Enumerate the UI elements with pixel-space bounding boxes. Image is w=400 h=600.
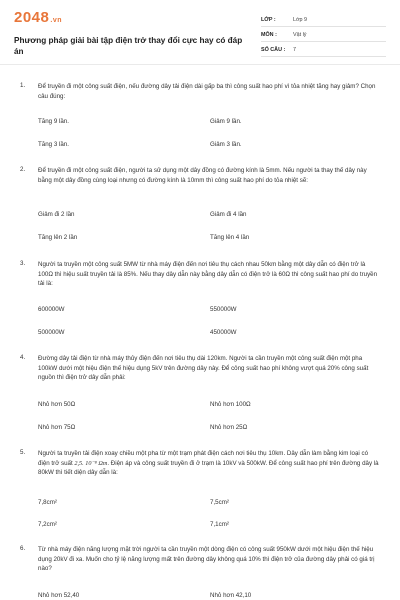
option-a[interactable]: Giảm đi 2 lần (38, 211, 75, 218)
option-c[interactable]: Nhỏ hơn 75Ω (38, 424, 76, 431)
option-b[interactable]: 7,5cm² (210, 499, 229, 506)
meta-key: LỚP : (261, 17, 276, 23)
meta-row-class (261, 14, 386, 27)
option-b[interactable]: Giảm đi 4 lần (210, 211, 247, 218)
logo-suffix: .vn (50, 17, 62, 24)
option-d[interactable]: 450000W (210, 329, 237, 336)
question-number: 4. (20, 354, 26, 361)
header-left (14, 10, 249, 64)
question-text: Người ta truyền một công suất 5MW từ nhà máy điện đến nơi tiêu thụ cách nhau 50km bằng một dây dẫn có điện trở là 100Ω thì hiệu suất truyền tải là 85%. Nếu thay dây dẫn này bằng dây dẫn có điện trở là 60Ω thì công suất hao phí do truyền tải là: (38, 261, 378, 288)
meta-row-subject (261, 29, 386, 42)
question-number: 1. (20, 82, 26, 89)
option-b[interactable]: 550000W (210, 306, 237, 313)
question-text: Để truyền đi một công suất điện, người ta sử dụng một dây đồng có đường kính là 5mm. Nếu người ta thay thế dây này bằng một dây đồng cùng loại nhưng có đường kính là 10mm thì công suất hao phí do tỏa nhiệt sẽ: (38, 167, 367, 184)
meta-key: MÔN : (261, 32, 277, 38)
question-number: 3. (20, 260, 26, 267)
logo-text: 2048 (14, 9, 50, 26)
option-c[interactable]: Tăng 3 lần. (38, 141, 69, 148)
site-logo[interactable] (14, 10, 249, 29)
document-header (14, 0, 386, 64)
question-number: 5. (20, 449, 26, 456)
header-divider (0, 64, 400, 65)
option-d[interactable]: Tăng lên 4 lần (210, 234, 250, 241)
question-text: Đường dây tải điện từ nhà máy thủy điện đến nơi tiêu thụ dài 120km. Người ta cần truyền một công suất điện một pha 100kW dưới một hiệu điện thế hiệu dụng 5kV trên đường dây này. Để công suất hao phí không vượt quá 20% công suất nguồn thì điện trở dây dẫn phải: (38, 355, 369, 382)
option-c[interactable]: 7,2cm² (38, 521, 57, 528)
resistivity-formula: 2,5. 10⁻⁸ Ωm (74, 459, 108, 467)
option-a[interactable]: Tăng 9 lần. (38, 118, 69, 125)
option-a[interactable]: Nhỏ hơn 52,40 (38, 592, 80, 599)
document-title: Phương pháp giải bài tập điện trở thay đổi cực hay có đáp án (14, 36, 243, 56)
meta-key: SỐ CÂU : (261, 47, 286, 53)
question-text: Từ nhà máy điện năng lượng mặt trời người ta cần truyền một dòng điện có công suất 950kW dưới một hiệu điện thế hiệu dụng 20kV đi xa. Muốn cho tỷ lệ năng lượng mất trên đường dây không quá 10% thì điện trở của đường dây phải có giá trị nào? (38, 546, 375, 573)
option-d[interactable]: 7,1cm² (210, 521, 229, 528)
question-number: 6. (20, 545, 26, 552)
question-number: 2. (20, 166, 26, 173)
option-b[interactable]: Giảm 9 lần. (210, 118, 242, 125)
option-a[interactable]: Nhỏ hơn 50Ω (38, 401, 76, 408)
question-text-part: . Điện áp và công suất truyền đi ở trạm là 10kV và 500kW. Để công suất hao phí trên đường dây là 80kW thì tiết diện dây dẫn là: (38, 459, 379, 477)
option-b[interactable]: Nhỏ hơn 42,10 (210, 592, 252, 599)
option-c[interactable]: 500000W (38, 329, 65, 336)
option-b[interactable]: Nhỏ hơn 100Ω (210, 401, 251, 408)
meta-value: 7 (293, 47, 296, 53)
option-a[interactable]: 7,8cm² (38, 499, 57, 506)
option-c[interactable]: Tăng lên 2 lần (38, 234, 78, 241)
question-text-part: Người ta truyền tải điện xoay chiều một pha từ một trạm phát điện cách nơi tiêu thụ 10km. Dây dẫn làm bằng kim loại có điện trở suất (38, 450, 369, 467)
option-d[interactable]: Nhỏ hơn 25Ω (210, 424, 248, 431)
option-d[interactable]: Giảm 3 lần. (210, 141, 242, 148)
question-text: Để truyền đi một công suất điện, nếu đường dây tải điện dài gấp ba thì công suất hao phí vì tỏa nhiệt tăng hay giảm? Chọn câu đúng: (38, 83, 376, 100)
meta-info (261, 10, 386, 64)
question-text (38, 449, 380, 478)
meta-value: Lớp 9 (293, 17, 308, 23)
meta-row-count (261, 44, 386, 57)
meta-value: Vật lý (293, 32, 307, 38)
option-a[interactable]: 600000W (38, 306, 65, 313)
